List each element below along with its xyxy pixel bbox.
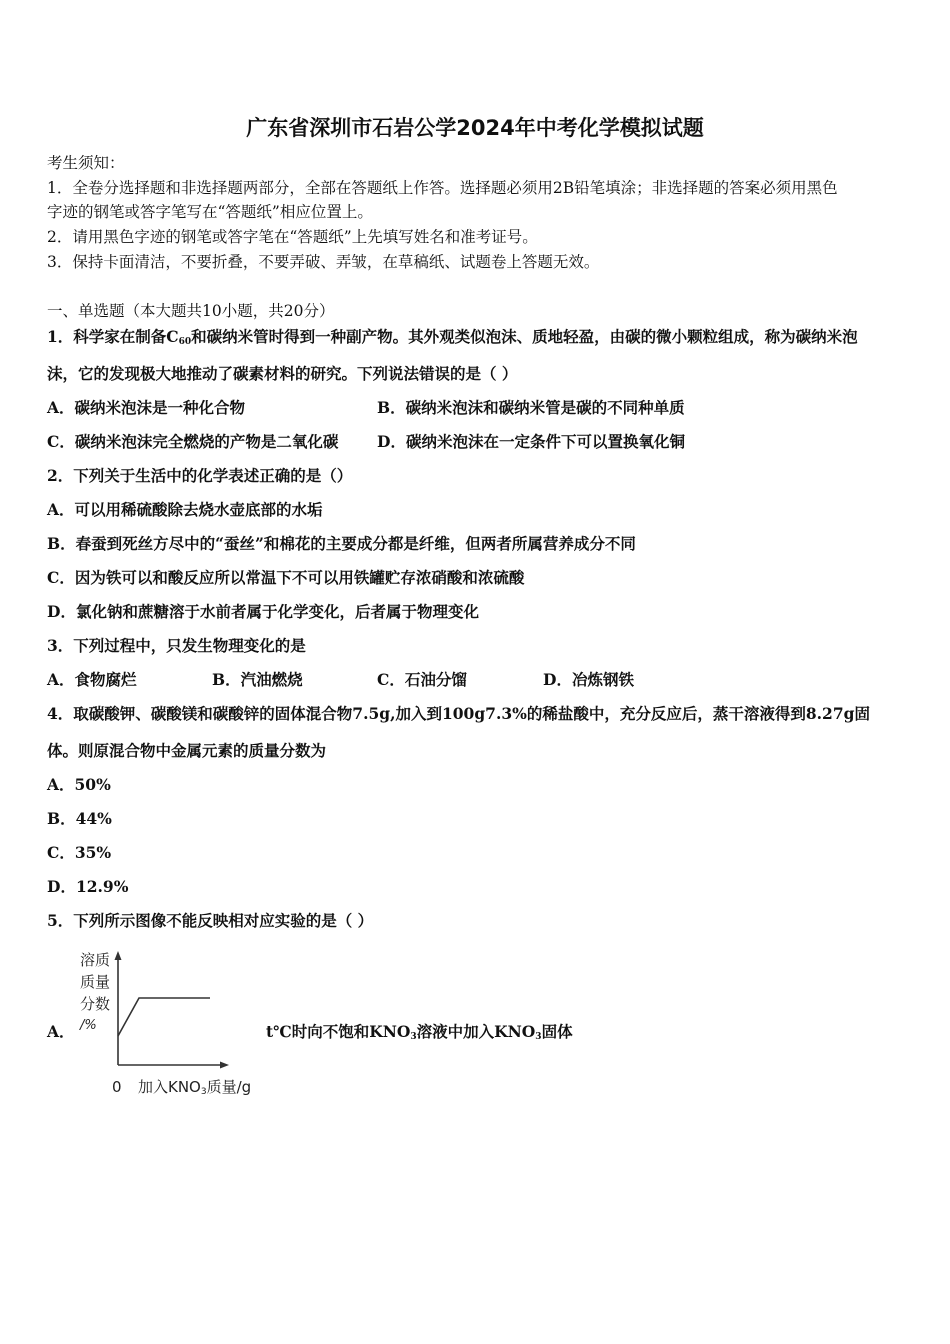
q2-stem: 2．下列关于生活中的化学表述正确的是（） xyxy=(47,466,353,485)
notice-line-2: 2．请用黑色字迹的钢笔或答字笔在“答题纸”上先填写姓名和准考证号。 xyxy=(47,228,538,246)
origin-label: 0 xyxy=(112,1078,122,1096)
y-axis-label-4: /% xyxy=(80,1018,97,1033)
q5-option-a-label: A． xyxy=(47,1022,75,1041)
notice-line-1a: 1．全卷分选择题和非选择题两部分，全部在答题纸上作答。选择题必须用2B铅笔填涂；非选择题的答案必须用黑色 xyxy=(47,179,838,197)
q3-option-d: D．冶炼钢铁 xyxy=(543,670,634,689)
q4-stem-line-1: 4．取碳酸钾、碳酸镁和碳酸锌的固体混合物7.5g,加入到100g7.3%的稀盐酸中，充分反应后，蒸干溶液得到8.27g固 xyxy=(47,704,870,723)
q3-option-c: C．石油分馏 xyxy=(377,670,467,689)
q4-option-d: D．12.9% xyxy=(47,877,129,896)
q4-stem-line-2: 体。则原混合物中金属元素的质量分数为 xyxy=(47,741,327,760)
q5-stem: 5．下列所示图像不能反映相对应实验的是（ ） xyxy=(47,911,374,930)
y-axis-label-1: 溶质 xyxy=(80,951,111,969)
y-axis-label-2: 质量 xyxy=(80,973,111,991)
q3-option-b: B．汽油燃烧 xyxy=(212,670,303,689)
notice-line-3: 3．保持卡面清洁，不要折叠，不要弄破、弄皱，在草稿纸、试题卷上答题无效。 xyxy=(47,253,600,271)
q4-option-a: A．50% xyxy=(47,775,111,794)
q1-option-c: C．碳纳米泡沫完全燃烧的产物是二氧化碳 xyxy=(47,432,339,451)
page-title: 广东省深圳市石岩公学2024年中考化学模拟试题 xyxy=(246,116,704,140)
graph-axes-svg xyxy=(70,948,280,1098)
y-axis-label-3: 分数 xyxy=(80,995,111,1013)
notice-line-1b: 字迹的钢笔或答字笔写在“答题纸”相应位置上。 xyxy=(47,203,373,221)
q2-option-b: B．春蚕到死丝方尽中的“蚕丝”和棉花的主要成分都是纤维，但两者所属营养成分不同 xyxy=(47,534,636,553)
q2-option-d: D．氯化钠和蔗糖溶于水前者属于化学变化，后者属于物理变化 xyxy=(47,602,479,621)
q4-option-c: C．35% xyxy=(47,843,112,862)
data-curve xyxy=(118,998,210,1036)
q5-option-a-text: t℃时向不饱和$KNO_3$溶液中加入$KNO_3$固体 xyxy=(266,1022,573,1042)
q1-stem-line-2: 沫，它的发现极大地推动了碳素材料的研究。下列说法错误的是（ ） xyxy=(47,364,518,383)
q3-stem: 3．下列过程中，只发生物理变化的是 xyxy=(47,636,306,655)
q5-option-a-graph xyxy=(70,948,280,1098)
q3-option-a: A．食物腐烂 xyxy=(47,670,137,689)
section-heading: 一、单选题（本大题共10小题，共20分） xyxy=(47,302,335,320)
q1-stem-line-1: 1．科学家在制备$C_{60}$和碳纳米管时得到一种副产物。其外观类似泡沫、质地轻盈，由碳的微小颗粒组成，称为碳纳米泡 xyxy=(47,327,858,347)
q1-option-b: B．碳纳米泡沫和碳纳米管是碳的不同种单质 xyxy=(377,398,685,417)
q4-option-b: B．44% xyxy=(47,809,112,828)
x-axis-arrow xyxy=(220,1062,229,1069)
notice-heading: 考生须知： xyxy=(47,154,125,172)
q2-option-c: C．因为铁可以和酸反应所以常温下不可以用铁罐贮存浓硝酸和浓硫酸 xyxy=(47,568,525,587)
x-axis-label: 加入$KNO_3$质量/g xyxy=(138,1078,252,1097)
q2-option-a: A．可以用稀硫酸除去烧水壶底部的水垢 xyxy=(47,500,323,519)
y-axis-arrow xyxy=(115,951,122,960)
q1-option-a: A．碳纳米泡沫是一种化合物 xyxy=(47,398,246,417)
q1-option-d: D．碳纳米泡沫在一定条件下可以置换氧化铜 xyxy=(377,432,685,451)
